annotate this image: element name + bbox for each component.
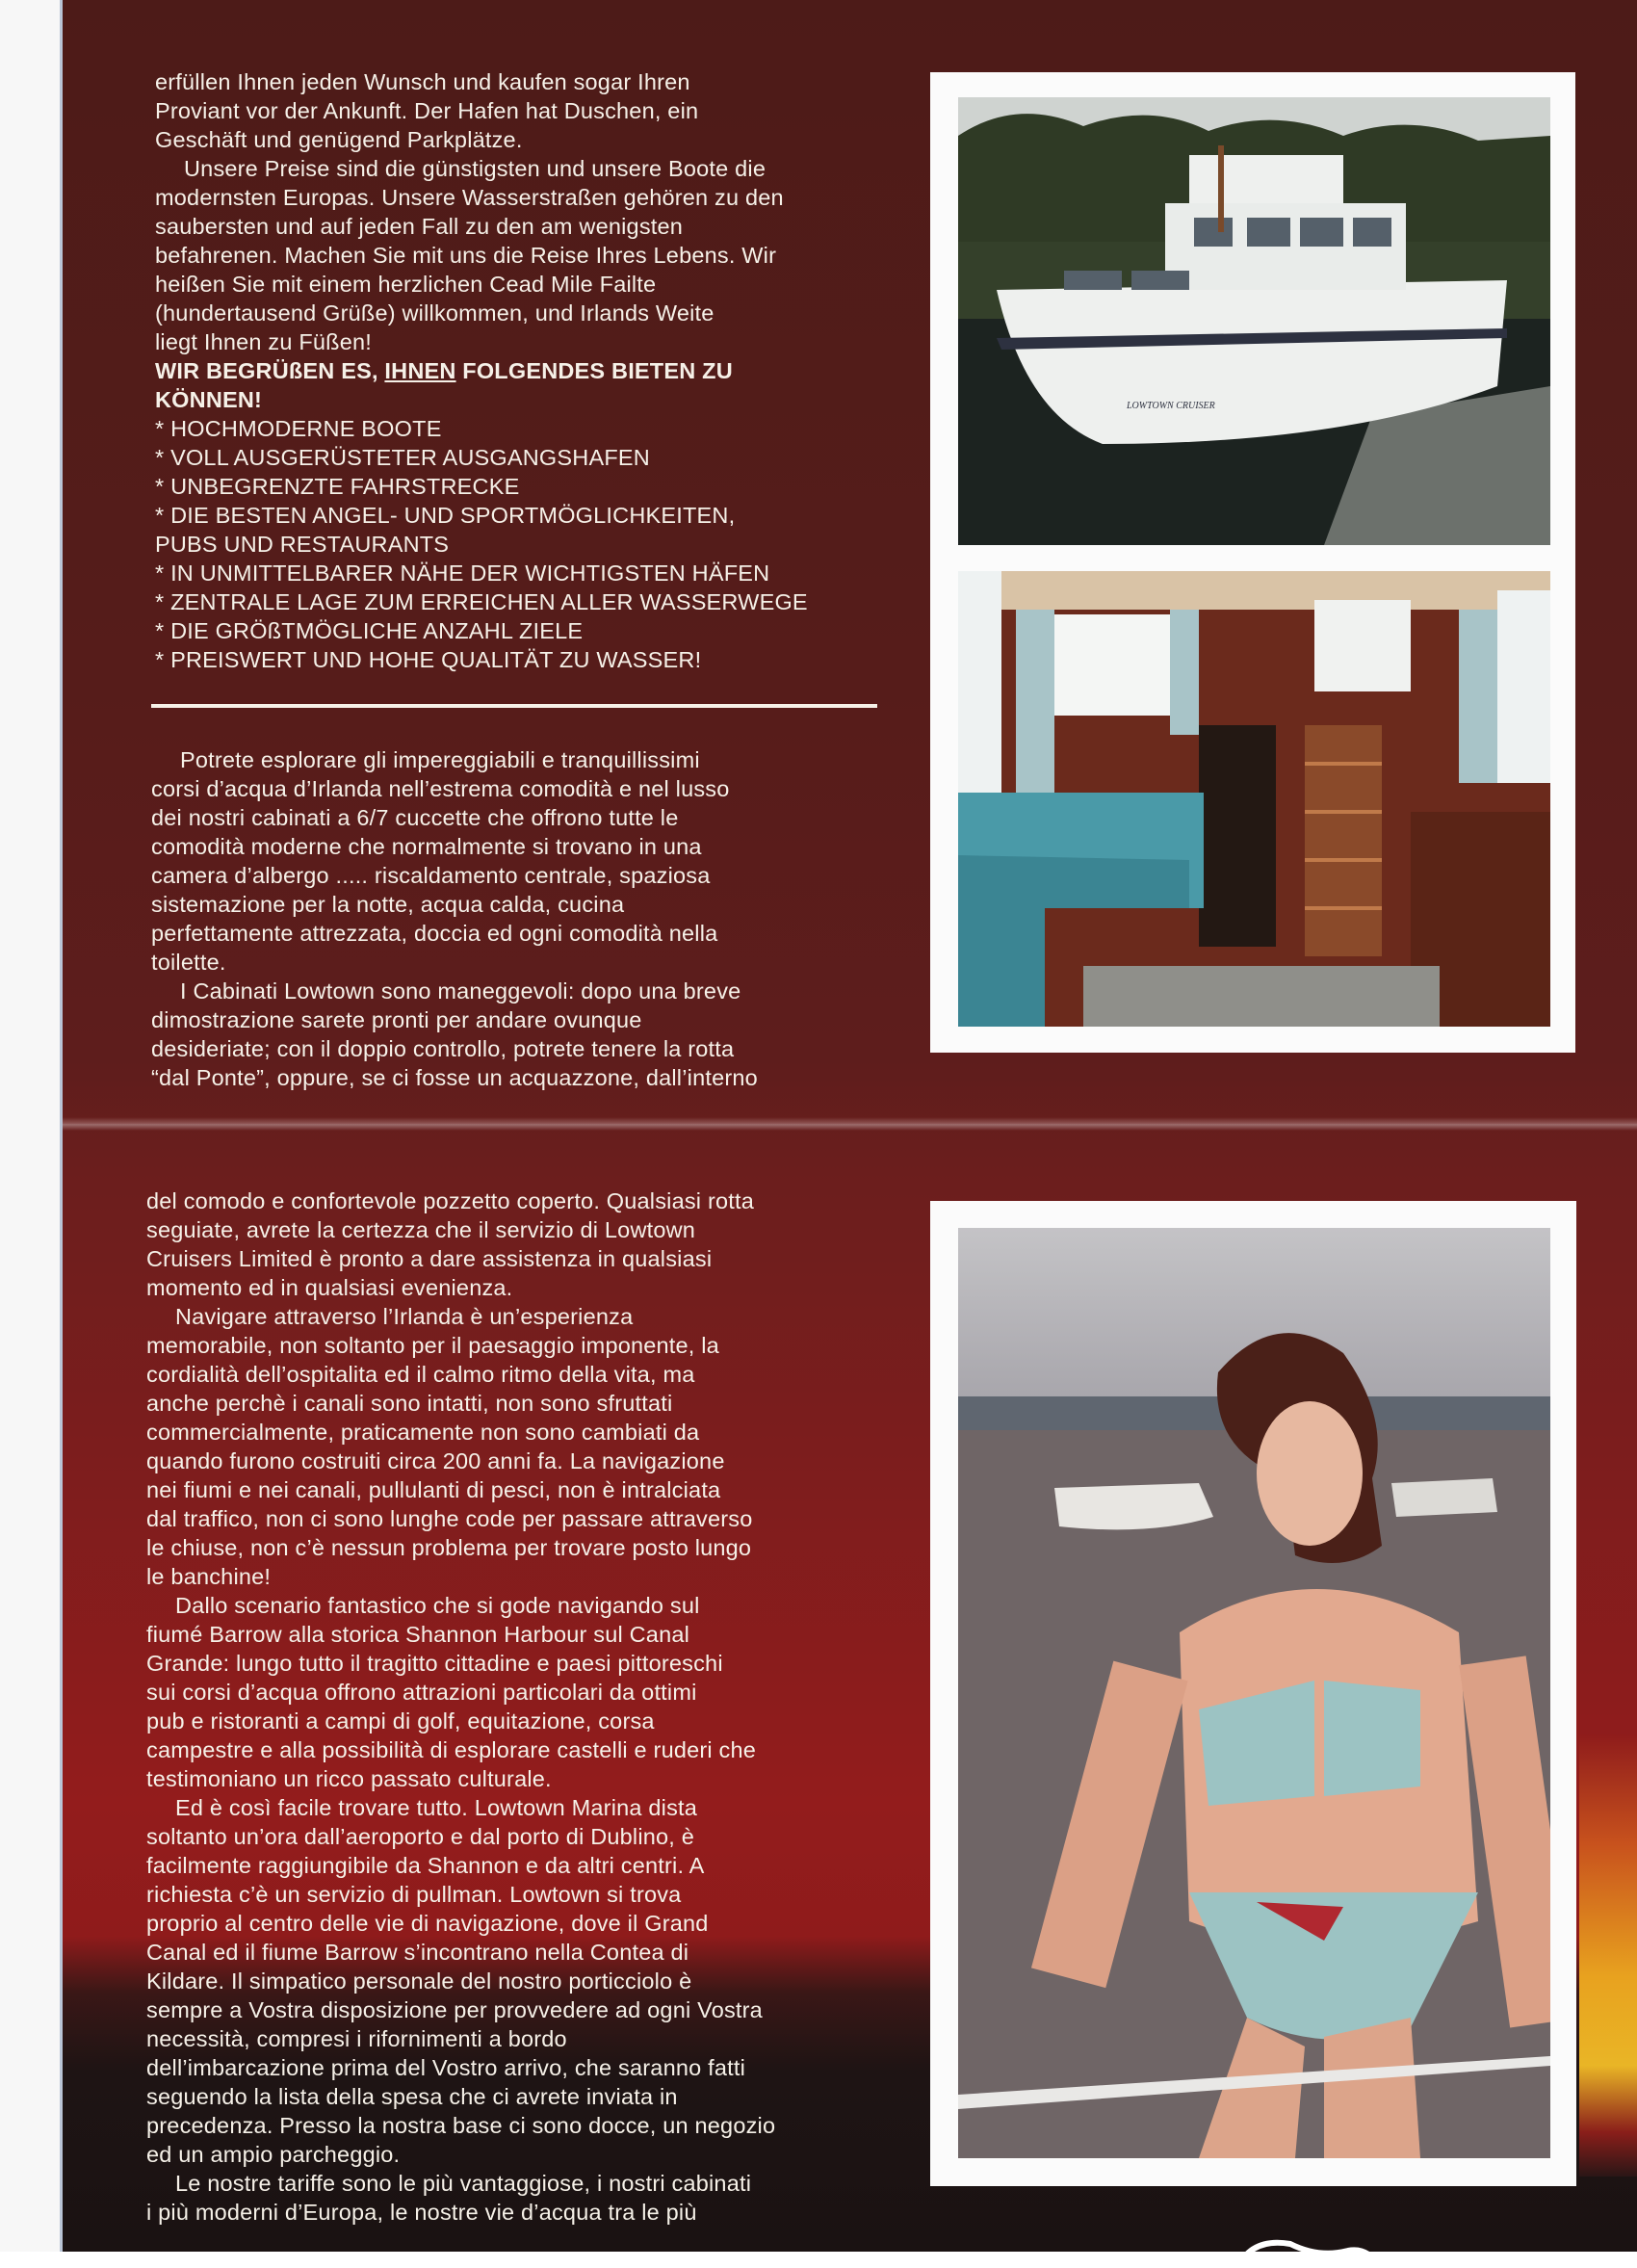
text-line: dell’imbarcazione prima del Vostro arrivo, che saranno fatti (146, 2055, 745, 2080)
heading-part: FOLGENDES BIETEN ZU (455, 358, 733, 383)
text-line: i più moderni d’Europa, le nostre vie d’acqua tra le più (146, 2200, 697, 2225)
text-line: testimoniano un ricco passato culturale. (146, 1766, 552, 1791)
text-line: saubersten und auf jeden Fall zu den am wenigsten (155, 214, 684, 239)
italian-top-paragraphs (151, 745, 758, 1092)
text-line: dei nostri cabinati a 6/7 cuccette che offrono tutte le (151, 805, 679, 830)
text-line: camera d’albergo ..... riscaldamento centrale, spaziosa (151, 863, 711, 888)
german-paragraphs (155, 67, 808, 356)
text-line: precedenza. Presso la nostra base ci sono docce, un negozio (146, 2113, 776, 2138)
text-line: sistemazione per la notte, acqua calda, cucina (151, 892, 625, 917)
bullet-item: * DIE BESTEN ANGEL- UND SPORTMÖGLICHKEITEN, (155, 503, 736, 528)
text-line: dal traffico, non ci sono lunghe code per passare attraverso (146, 1506, 753, 1531)
text-line: Geschäft und genügend Parkplätze. (155, 127, 523, 152)
text-line: del comodo e confortevole pozzetto coperto. Qualsiasi rotta (146, 1188, 754, 1213)
text-line: nei fiumi e nei canali, pullulanti di pesci, non è intralciata (146, 1477, 721, 1502)
text-line: fiumé Barrow alla storica Shannon Harbour sul Canal (146, 1622, 690, 1647)
text-line: Unsere Preise sind die günstigsten und unsere Boote die (184, 156, 767, 181)
boat-hull-lettering: LOWTOWN CRUISER (1127, 401, 1215, 411)
cabin-interior-photo (958, 571, 1550, 1027)
bullet-item: * IN UNMITTELBARER NÄHE DER WICHTIGSTEN HÄFEN (155, 560, 770, 586)
heading-part: WIR BEGRÜßEN ES, (155, 358, 385, 383)
text-line: seguendo la lista della spesa che ci avrete inviata in (146, 2084, 678, 2109)
text-line: campestre e alla possibilità di esplorare castelli e ruderi che (146, 1737, 757, 1762)
text-line: le banchine! (146, 1564, 272, 1589)
text-line: pub e ristoranti a campi di golf, equitazione, corsa (146, 1708, 655, 1734)
text-line: le chiuse, non c’è nessun problema per trovare posto lungo (146, 1535, 752, 1560)
german-heading (155, 356, 808, 385)
text-line: Navigare attraverso l’Irlanda è un’esperienza (175, 1304, 634, 1329)
text-line: heißen Sie mit einem herzlichen Cead Mile Failte (155, 272, 657, 297)
text-line: ed un ampio parcheggio. (146, 2142, 401, 2167)
text-line: perfettamente attrezzata, doccia ed ogni comodità nella (151, 921, 718, 946)
text-line: modernsten Europas. Unsere Wasserstraßen gehören zu den (155, 185, 784, 210)
bullet-item: * DIE GRÖßTMÖGLICHE ANZAHL ZIELE (155, 618, 584, 643)
text-line: cordialità dell’ospitalita ed il calmo ritmo della vita, ma (146, 1362, 695, 1387)
text-line: erfüllen Ihnen jeden Wunsch und kaufen sogar Ihren (155, 69, 690, 94)
text-line: momento ed in qualsiasi evenienza. (146, 1275, 513, 1300)
text-line: soltanto un’ora dall’aeroporto e dal porto di Dublino, è (146, 1824, 695, 1849)
german-bullets (155, 414, 808, 674)
text-line: proprio al centro delle vie di navigazione, dove il Grand (146, 1911, 709, 1936)
text-line: Proviant vor der Ankunft. Der Hafen hat Duschen, ein (155, 98, 699, 123)
text-line: seguiate, avrete la certezza che il servizio di Lowtown (146, 1217, 696, 1242)
text-line: richiesta c’è un servizio di pullman. Lowtown si trova (146, 1882, 682, 1907)
text-line: toilette. (151, 950, 226, 975)
woman-on-boat-photo (958, 1228, 1550, 2158)
heading-underlined: IHNEN (384, 358, 456, 383)
page-fold (63, 1117, 1637, 1131)
bullet-item: * ZENTRALE LAGE ZUM ERREICHEN ALLER WASSERWEGE (155, 589, 808, 614)
text-line: desideriate; con il doppio controllo, potrete tenere la rotta (151, 1036, 735, 1061)
text-line: dimostrazione sarete pronti per andare ovunque (151, 1007, 642, 1032)
german-heading-line2: KÖNNEN! (155, 387, 263, 412)
italian-bottom-paragraphs (146, 1186, 775, 2227)
text-line: commercialmente, praticamente non sono cambiati da (146, 1420, 700, 1445)
text-line: Dallo scenario fantastico che si gode navigando sul (175, 1593, 700, 1618)
text-line: quando furono costruiti circa 200 anni fa. La navigazione (146, 1448, 725, 1473)
bullet-item: PUBS UND RESTAURANTS (155, 532, 450, 557)
bullet-item: * PREISWERT UND HOHE QUALITÄT ZU WASSER! (155, 647, 702, 672)
scan-margin (0, 0, 63, 2252)
text-line: (hundertausend Grüße) willkommen, und Irlands Weite (155, 300, 715, 326)
text-line: sui corsi d’acqua offrono attrazioni particolari da ottimi (146, 1680, 697, 1705)
sunset-strip (1579, 1734, 1637, 2177)
decorative-squiggle (1233, 2229, 1387, 2268)
bullet-item: * UNBEGRENZTE FAHRSTRECKE (155, 474, 520, 499)
text-line: corsi d’acqua d’Irlanda nell’estrema comodità e nel lusso (151, 776, 730, 801)
text-line: liegt Ihnen zu Füßen! (155, 329, 372, 354)
text-line: befahrenen. Machen Sie mit uns die Reise Ihres Lebens. Wir (155, 243, 777, 268)
text-line: “dal Ponte”, oppure, se ci fosse un acquazzone, dall’interno (151, 1065, 758, 1090)
text-line: Potrete esplorare gli impereggiabili e tranquillissimi (180, 747, 700, 772)
italian-text-bottom (146, 1186, 775, 2227)
text-line: facilmente raggiungibile da Shannon e da altri centri. A (146, 1853, 705, 1878)
bullet-item: * VOLL AUSGERÜSTETER AUSGANGSHAFEN (155, 445, 650, 470)
text-line: comodità moderne che normalmente si trovano in una (151, 834, 702, 859)
text-line: sempre a Vostra disposizione per provvedere ad ogni Vostra (146, 1997, 763, 2022)
bullet-item: * HOCHMODERNE BOOTE (155, 416, 442, 441)
section-divider (151, 704, 877, 708)
boat-photo (958, 97, 1550, 545)
text-line: Grande: lungo tutto il tragitto cittadine e paesi pittoreschi (146, 1651, 723, 1676)
text-line: necessità, compresi i rifornimenti a bordo (146, 2026, 567, 2051)
text-line: Kildare. Il simpatico personale del nostro porticciolo è (146, 1968, 692, 1994)
text-line: Canal ed il fiume Barrow s’incontrano nella Contea di (146, 1940, 689, 1965)
german-text (155, 67, 808, 674)
text-line: memorabile, non soltanto per il paesaggio imponente, la (146, 1333, 719, 1358)
text-line: Le nostre tariffe sono le più vantaggiose, i nostri cabinati (175, 2171, 752, 2196)
text-line: Ed è così facile trovare tutto. Lowtown Marina dista (175, 1795, 698, 1820)
italian-text-top (151, 745, 758, 1092)
text-line: I Cabinati Lowtown sono maneggevoli: dopo una breve (180, 978, 741, 1004)
text-line: Cruisers Limited è pronto a dare assistenza in qualsiasi (146, 1246, 713, 1271)
text-line: anche perchè i canali sono intatti, non sono sfruttati (146, 1391, 673, 1416)
